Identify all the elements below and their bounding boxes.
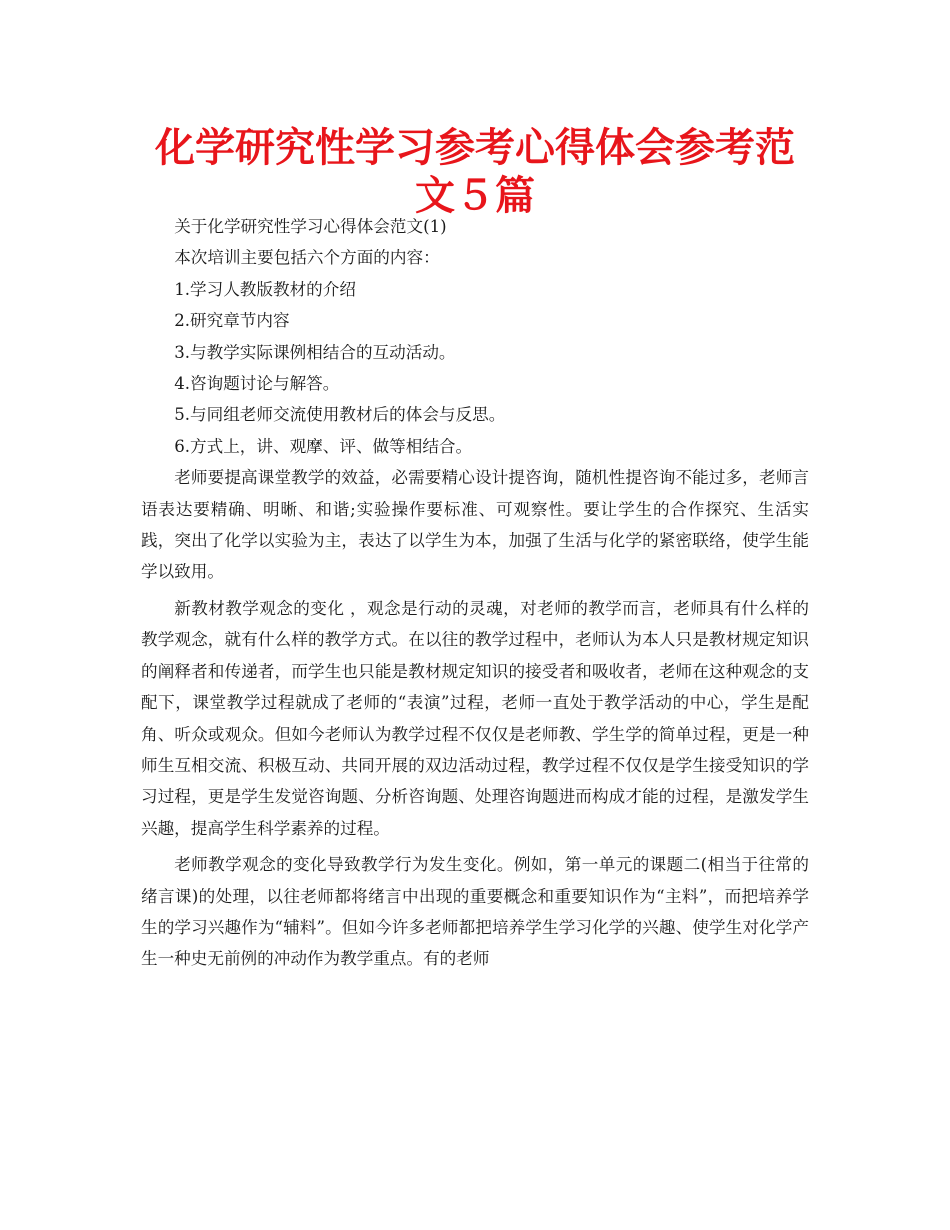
section-heading: 关于化学研究性学习心得体会范文(1) [174, 217, 447, 236]
list-item-5: 5.与同组老师交流使用教材后的体会与反思。 [174, 405, 506, 425]
document-body [141, 211, 809, 975]
list-item-6: 6.方式上，讲、观摩、评、做等相结合。 [174, 436, 473, 456]
body-paragraph-2: 新教材教学观念的变化 ，观念是行动的灵魂，对老师的教学而言，老师具有什么样的教学观念，就有什么样的教学方式。在以往的教学过程中，老师认为本人只是教材规定知识的阐释者和传递者，而学生也只能是教材规定知识的接受者和吸收者，老师在这种观念的支配下，课堂教学过程就成了老师的“表演”过程，老师一直处于教学活动的中心，学生是配角、听众或观众。但如今老师认为教学过程不仅仅是老师教、学生学的简单过程，更是一种师生互相交流、积极互动、共同开展的双边活动过程，教学过程不仅仅是学生接受知识的学习过程，更是学生发觉咨询题、分析咨询题、处理咨询题进而构成才能的过程，是激发学生兴趣，提高学生科学素养的过程。 [141, 598, 809, 838]
list-item-1: 1.学习人教版教材的介绍 [174, 279, 356, 299]
list-item-4: 4.咨询题讨论与解答。 [174, 374, 340, 394]
intro-line: 本次培训主要包括六个方面的内容： [174, 248, 440, 268]
document-title: 化学研究性学习参考心得体会参考范文５篇 [155, 125, 795, 219]
body-paragraph-1: 老师要提高课堂教学的效益，必需要精心设计提咨询，随机性提咨询不能过多，老师言语表达要精确、明晰、和谐;实验操作要标准、可观察性。要让学生的合作探究、生活实践，突出了化学以实验为主，表达了以学生为本，加强了生活与化学的紧密联络，使学生能学以致用。 [141, 468, 809, 582]
list-item-2: 2.研究章节内容 [174, 311, 290, 331]
list-item-3: 3.与教学实际课例相结合的互动活动。 [174, 342, 456, 362]
body-paragraph-3: 老师教学观念的变化导致教学行为发生变化。例如，第一单元的课题二(相当于往常的绪言课)的处理，以往老师都将绪言中出现的重要概念和重要知识作为“主料”，而把培养学生的学习兴趣作为“辅料”。但如今许多老师都把培养学生学习化学的兴趣、使学生对化学产生一种史无前例的冲动作为教学重点。有的老师 [141, 855, 809, 969]
